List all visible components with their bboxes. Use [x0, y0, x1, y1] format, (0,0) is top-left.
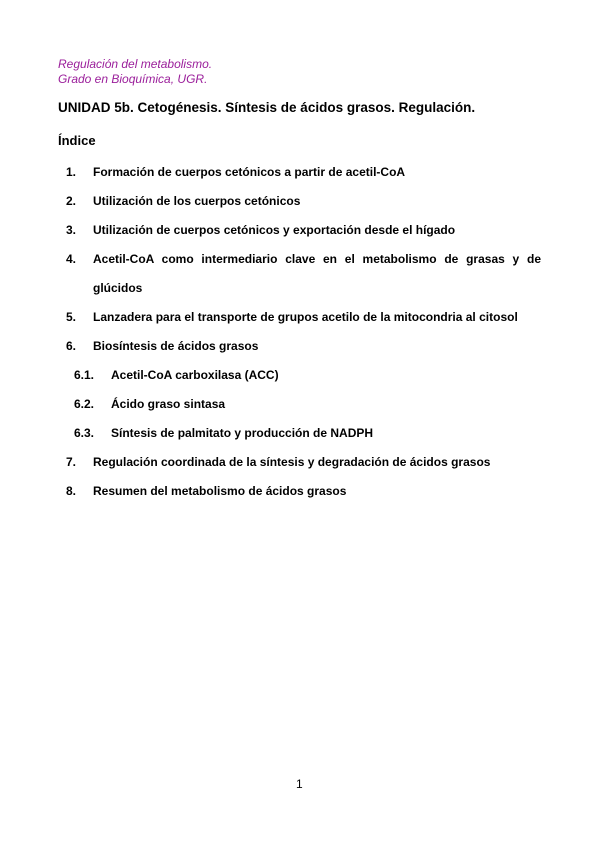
page-number: 1	[296, 777, 303, 791]
toc-number: 3.	[66, 223, 77, 237]
toc-text: Acetil-CoA carboxilasa (ACC)	[111, 368, 279, 382]
toc-text: Biosíntesis de ácidos grasos	[93, 339, 259, 353]
header-degree: Grado en Bioquímica, UGR.	[58, 72, 208, 86]
toc-number: 6.	[66, 339, 77, 353]
toc-number: 6.3.	[74, 426, 95, 440]
toc-number: 8.	[66, 484, 77, 498]
toc-text: Formación de cuerpos cetónicos a partir de acetil-CoA	[93, 165, 406, 179]
unit-title: UNIDAD 5b. Cetogénesis. Síntesis de ácidos grasos. Regulación.	[58, 100, 476, 115]
toc-number: 4.	[66, 252, 77, 266]
toc-number: 1.	[66, 165, 77, 179]
toc-text: Lanzadera para el transporte de grupos acetilo de la mitocondria al citosol	[93, 310, 518, 324]
header-course: Regulación del metabolismo.	[58, 57, 213, 71]
toc-text: Síntesis de palmitato y producción de NADPH	[111, 426, 374, 440]
toc-text: Utilización de los cuerpos cetónicos	[93, 194, 301, 208]
toc-text: Resumen del metabolismo de ácidos grasos	[93, 484, 347, 498]
toc-number: 2.	[66, 194, 77, 208]
toc-number: 5.	[66, 310, 77, 324]
toc-number: 6.1.	[74, 368, 95, 382]
toc-text: Utilización de cuerpos cetónicos y exportación desde el hígado	[93, 223, 456, 237]
index-heading: Índice	[58, 133, 96, 148]
toc-number: 6.2.	[74, 397, 95, 411]
toc-number: 7.	[66, 455, 77, 469]
toc-text: Regulación coordinada de la síntesis y degradación de ácidos grasos	[93, 455, 491, 469]
toc-text: Ácido graso sintasa	[111, 397, 226, 411]
toc-text: Acetil-CoA como intermediario clave en el metabolismo de grasas y de	[93, 252, 541, 266]
toc-text-continuation: glúcidos	[93, 281, 143, 295]
